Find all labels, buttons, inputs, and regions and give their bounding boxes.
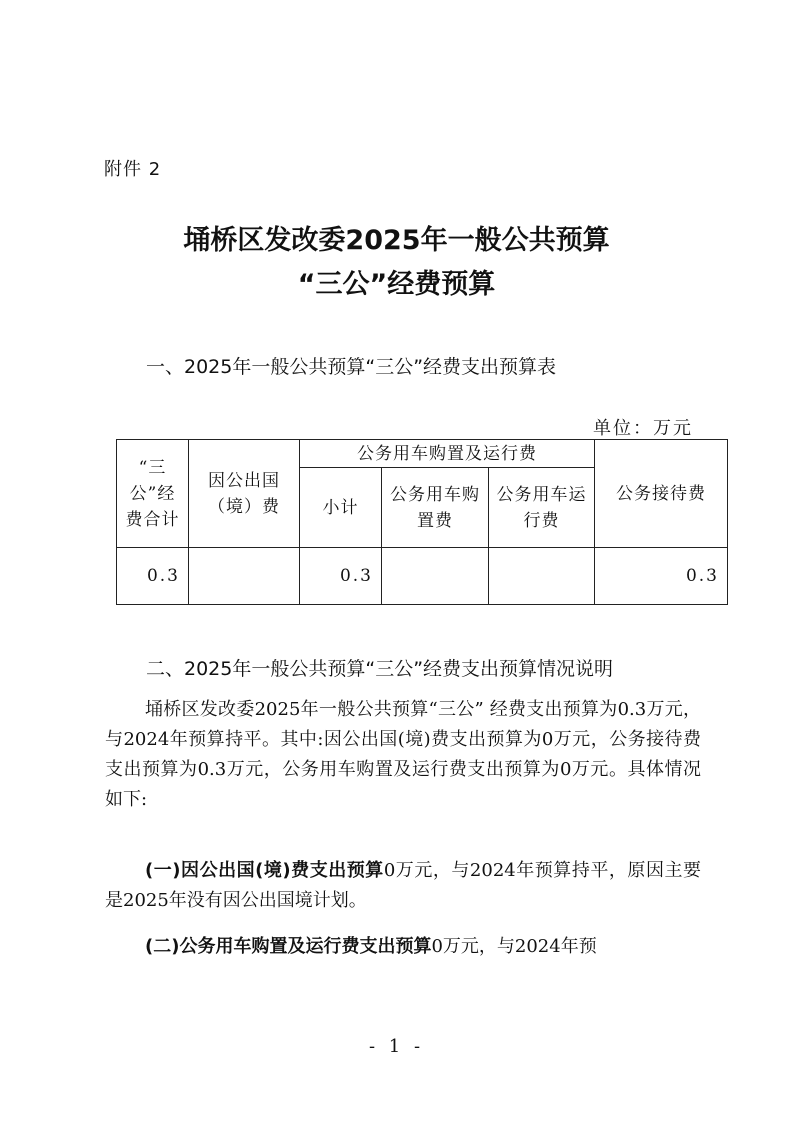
section1-heading: 一、2025年一般公共预算“三公”经费支出预算表: [146, 356, 557, 378]
page-number: - 1 -: [368, 1036, 425, 1057]
intro-paragraph: 埇桥区发改委2025年一般公共预算“三公” 经费支出预算为0.3万元，与2024年预算持平。其中:因公出国(境)费支出预算为0万元，公务接待费支出预算为0.3万元，公务用车购置及运行费支出预算为0万元。具体情况如下:: [105, 699, 701, 810]
item2-heading: (二)公务用车购置及运行费支出预算: [145, 936, 432, 957]
header-abroad: 因公出国（境）费: [189, 440, 300, 548]
cell-reception: 0.3: [595, 548, 728, 605]
item1-heading: (一)因公出国(境)费支出预算: [145, 860, 384, 881]
section2-heading: 二、2025年一般公共预算“三公”经费支出预算情况说明: [146, 658, 614, 680]
cell-subtotal: 0.3: [300, 548, 382, 605]
cell-abroad: [189, 548, 300, 605]
header-vehicle-operation: 公务用车运行费: [489, 468, 595, 548]
document-title-line2: “三公”经费预算: [297, 269, 496, 300]
header-vehicle-purchase: 公务用车购置费: [382, 468, 489, 548]
attachment-label: 附件 2: [104, 159, 162, 180]
cell-total: 0.3: [117, 548, 189, 605]
budget-table: [116, 439, 728, 605]
cell-vehicle-operation: [489, 548, 595, 605]
item2-text: 0万元，与2024年预: [431, 936, 597, 957]
table-row: [117, 548, 728, 605]
item1-text: 0万元，与2024年预算持平，原因主要是2025年没有因公出国境计划。: [105, 860, 702, 911]
document-title-line1: 埇桥区发改委2025年一般公共预算: [183, 225, 610, 256]
header-total: “三公”经费合计: [117, 440, 189, 548]
header-reception: 公务接待费: [595, 440, 728, 548]
item1-paragraph: [105, 856, 701, 916]
unit-label: 单位：万元: [593, 418, 693, 439]
header-subtotal: 小计: [300, 468, 382, 548]
cell-vehicle-purchase: [382, 548, 489, 605]
table-header-row: [117, 440, 728, 468]
item2-paragraph: [105, 932, 701, 962]
header-vehicle-group: 公务用车购置及运行费: [300, 440, 595, 468]
